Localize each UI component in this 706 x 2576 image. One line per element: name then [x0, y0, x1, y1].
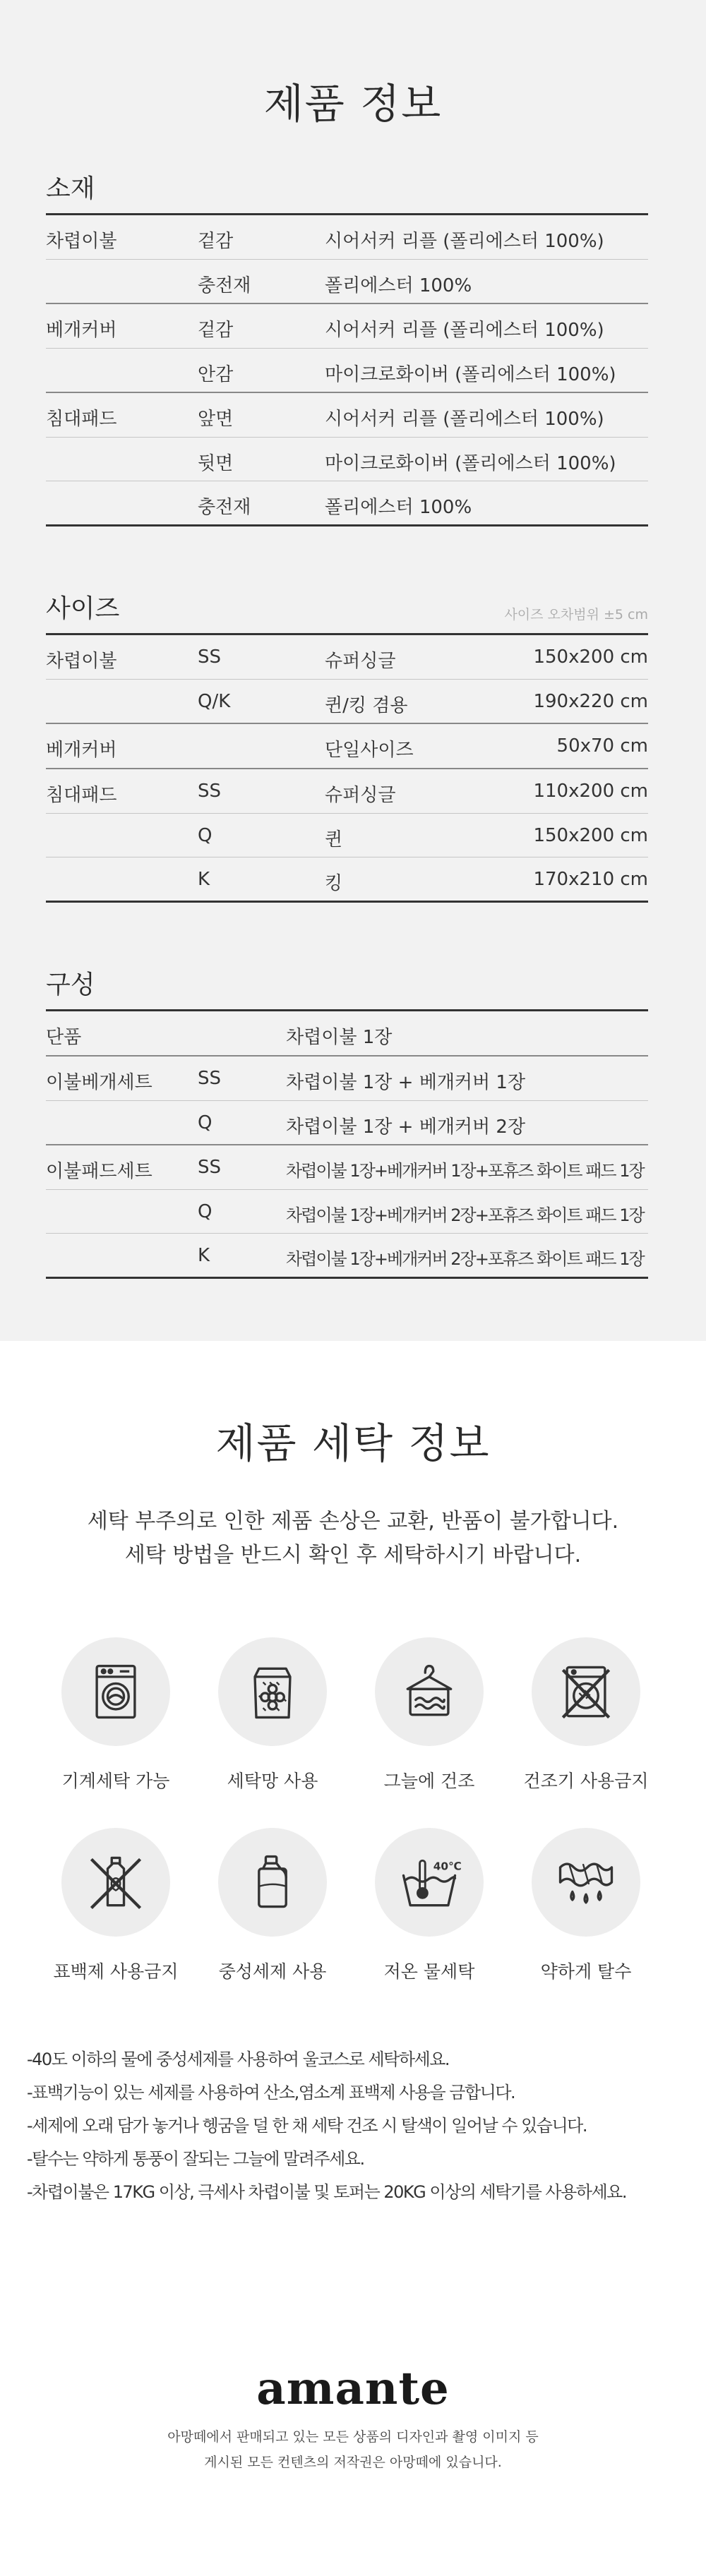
washing-info-section: [0, 1341, 706, 2576]
product-info-title: 제품 정보: [263, 80, 443, 128]
set-size: SS: [198, 1068, 222, 1089]
item-fabric: 시어서커 리플 (폴리에스터 100%): [325, 320, 604, 341]
size-name: 슈퍼싱글: [325, 651, 396, 672]
composition-title: 구성: [46, 970, 95, 999]
item-name: 침대패드: [46, 409, 117, 430]
washing-info-title: 제품 세탁 정보: [215, 1419, 491, 1467]
table-row: [46, 393, 648, 437]
care-neutral-detergent: [202, 1828, 343, 1983]
table-row: [46, 1233, 648, 1277]
table-row: [46, 724, 648, 768]
care-label: 중성세제 사용: [218, 1961, 327, 1982]
material-title: 소재: [46, 174, 95, 203]
item-part: 겉감: [198, 320, 234, 341]
care-gentle-wring: [515, 1828, 657, 1983]
set-name: 단품: [46, 1027, 82, 1048]
composition-group: [46, 1145, 648, 1279]
composition-group: [46, 1011, 648, 1057]
care-shade-dry: [359, 1637, 500, 1793]
item-name: 베개커버: [46, 320, 117, 341]
size-group: [46, 724, 648, 769]
size-name: 퀸: [325, 829, 343, 850]
size-dimension: 50x70 cm: [556, 735, 648, 757]
washing-note: -40도 이하의 물에 중성세제를 사용하여 울코스로 세탁하세요.: [27, 2050, 450, 2069]
no-dryer-icon: [552, 1658, 620, 1726]
size-name: 퀸/킹 겸용: [325, 695, 408, 716]
item-part: 충전재: [198, 497, 251, 518]
size-header: [46, 593, 648, 635]
item-name: 베개커버: [46, 740, 117, 761]
size-code: Q: [198, 825, 213, 846]
item-part: 겉감: [198, 231, 234, 252]
washing-note: -차렵이불은 17KG 이상, 극세사 차렵이불 및 토퍼는 20KG 이상의 세탁기를 사용하세요.: [27, 2182, 626, 2202]
size-name: 슈퍼싱글: [325, 785, 396, 806]
care-label: 기계세탁 가능: [61, 1771, 170, 1791]
size-dimension: 150x200 cm: [533, 825, 648, 846]
set-size: Q: [198, 1112, 213, 1133]
washing-note: -탈수는 약하게 통풍이 잘되는 그늘에 말려주세요.: [27, 2149, 364, 2169]
gentle-wring-icon: [552, 1848, 620, 1916]
composition-group: [46, 1057, 648, 1145]
size-section: [46, 593, 648, 903]
set-contents: 차렵이불 1장+베개커버 2장+포휴즈 화이트 패드 1장: [286, 1249, 644, 1269]
material-group: [46, 393, 648, 526]
care-low-temp-wash: [359, 1828, 500, 1983]
table-row: [46, 1145, 648, 1189]
material-group: [46, 215, 648, 304]
care-label: 건조기 사용금지: [523, 1771, 649, 1791]
item-name: 침대패드: [46, 785, 117, 806]
table-row: [46, 481, 648, 524]
size-code: Q/K: [198, 691, 231, 712]
item-fabric: 마이크로화이버 (폴리에스터 100%): [325, 364, 616, 385]
care-no-bleach: [45, 1828, 186, 1983]
item-name: 차렵이불: [46, 651, 117, 672]
laundry-net-icon: [239, 1658, 306, 1726]
care-label: 표백제 사용금지: [53, 1961, 179, 1982]
item-part: 앞면: [198, 409, 234, 430]
composition-header: [46, 969, 648, 1011]
set-contents: 차렵이불 1장+베개커버 2장+포휴즈 화이트 패드 1장: [286, 1205, 644, 1225]
washing-note: -세제에 오래 담가 놓거나 헹굼을 덜 한 채 세탁 건조 시 탈색이 일어날 수 있습니다.: [27, 2116, 587, 2136]
item-fabric: 시어서커 리플 (폴리에스터 100%): [325, 231, 604, 252]
set-contents: 차렵이불 1장: [286, 1027, 393, 1048]
copyright-line-1: 아망떼에서 판매되고 있는 모든 상품의 디자인과 촬영 이미지 등: [167, 2429, 539, 2445]
temperature-label: 40℃: [433, 1860, 462, 1873]
size-code: SS: [198, 646, 222, 668]
care-label: 세탁망 사용: [227, 1771, 318, 1791]
care-no-dryer: [515, 1637, 657, 1793]
table-row: [46, 769, 648, 813]
table-row: [46, 635, 648, 679]
table-row: [46, 813, 648, 857]
table-row: [46, 348, 648, 392]
care-label: 저온 물세탁: [383, 1961, 475, 1982]
size-group: [46, 769, 648, 903]
size-name: 단일사이즈: [325, 740, 414, 761]
washing-notes: [27, 2043, 690, 2209]
no-bleach-icon: [82, 1848, 150, 1916]
copyright-notice: [0, 2424, 706, 2475]
set-size: SS: [198, 1157, 222, 1178]
size-title: 사이즈: [46, 594, 120, 623]
size-dimension: 190x220 cm: [533, 691, 648, 712]
care-machine-wash: [45, 1637, 186, 1793]
material-group: [46, 304, 648, 393]
set-name: 이불패드세트: [46, 1161, 152, 1182]
item-part: 뒷면: [198, 453, 234, 474]
material-header: [46, 173, 648, 215]
washing-note: -표백기능이 있는 세제를 사용하여 산소,염소계 표백제 사용을 금합니다.: [27, 2083, 515, 2102]
size-tolerance-note: 사이즈 오차범위 ±5 cm: [504, 607, 648, 622]
care-laundry-net: [202, 1637, 343, 1793]
shade-dry-icon: [395, 1658, 463, 1726]
size-dimension: 170x210 cm: [533, 869, 648, 890]
table-row: [46, 1011, 648, 1055]
set-size: K: [198, 1245, 210, 1266]
size-code: K: [198, 869, 210, 890]
copyright-line-2: 게시된 모든 컨텐츠의 저작권은 아망떼에 있습니다.: [204, 2455, 502, 2470]
item-fabric: 시어서커 리플 (폴리에스터 100%): [325, 409, 604, 430]
table-row: [46, 857, 648, 901]
brand-logo: amante: [256, 2362, 450, 2415]
table-row: [46, 1100, 648, 1144]
care-label: 약하게 탈수: [540, 1961, 632, 1982]
set-name: 이불베개세트: [46, 1072, 152, 1093]
item-name: 차렵이불: [46, 231, 117, 252]
table-row: [46, 259, 648, 303]
item-part: 충전재: [198, 275, 251, 296]
table-row: [46, 215, 648, 259]
table-row: [46, 679, 648, 723]
table-row: [46, 304, 648, 348]
washing-machine-icon: [82, 1658, 150, 1726]
size-group: [46, 635, 648, 724]
table-row: [46, 1057, 648, 1100]
composition-section: [46, 969, 648, 1279]
low-temp-wash-icon: [395, 1848, 463, 1916]
table-row: [46, 437, 648, 481]
item-fabric: 폴리에스터 100%: [325, 497, 472, 518]
set-size: Q: [198, 1201, 213, 1222]
set-contents: 차렵이불 1장 + 베개커버 1장: [286, 1072, 526, 1093]
table-row: [46, 1189, 648, 1233]
washing-warning-line-2: 세탁 방법을 반드시 확인 후 세탁하시기 바랍니다.: [124, 1543, 582, 1567]
size-dimension: 110x200 cm: [533, 781, 648, 802]
neutral-detergent-icon: [239, 1848, 306, 1916]
item-fabric: 폴리에스터 100%: [325, 275, 472, 296]
material-section: [46, 173, 648, 526]
set-contents: 차렵이불 1장 + 베개커버 2장: [286, 1117, 526, 1138]
size-name: 킹: [325, 873, 343, 894]
care-label: 그늘에 건조: [383, 1771, 475, 1791]
size-dimension: 150x200 cm: [533, 646, 648, 668]
set-contents: 차렵이불 1장+베개커버 1장+포휴즈 화이트 패드 1장: [286, 1161, 644, 1181]
size-code: SS: [198, 781, 222, 802]
item-fabric: 마이크로화이버 (폴리에스터 100%): [325, 453, 616, 474]
washing-warning-line-1: 세탁 부주의로 인한 제품 손상은 교환, 반품이 불가합니다.: [87, 1509, 619, 1534]
item-part: 안감: [198, 364, 234, 385]
